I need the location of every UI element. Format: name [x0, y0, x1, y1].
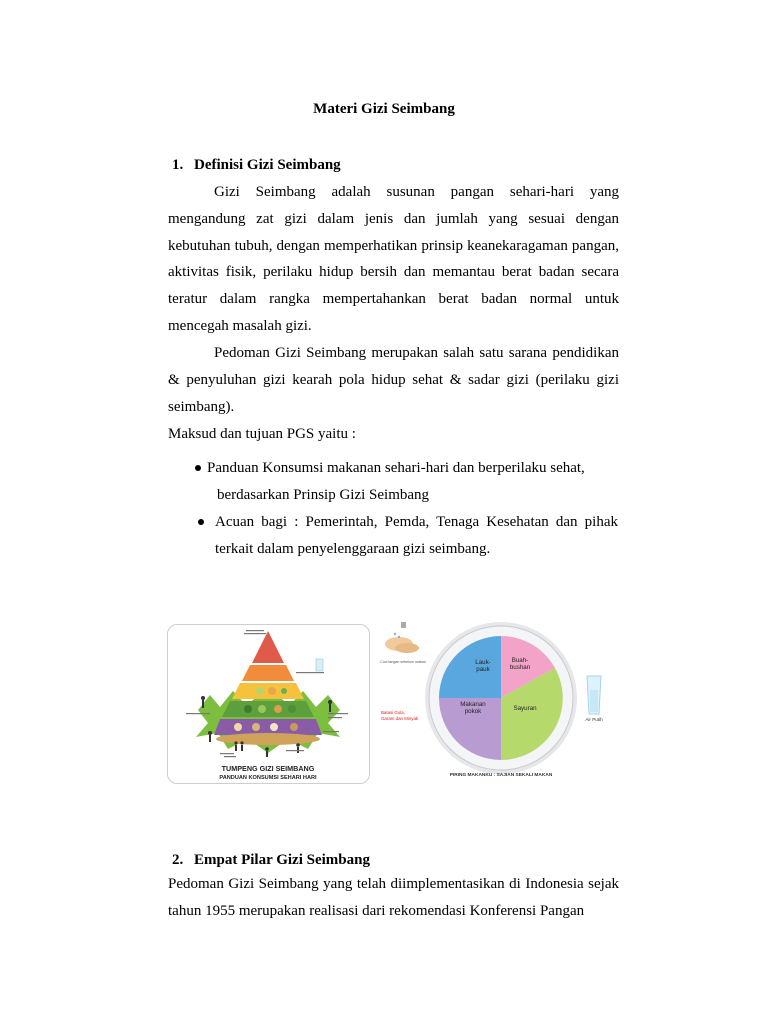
label-sayuran: Sayuran — [513, 705, 537, 712]
section-2-title: Empat Pilar Gizi Seimbang — [194, 852, 370, 868]
bullet-item — [198, 509, 618, 562]
section-2-heading — [172, 852, 370, 869]
tier-3-icon — [222, 701, 314, 717]
label-makanan-pokok: Makanan pokok — [460, 701, 486, 715]
purpose-intro: Maksud dan tujuan PGS yaitu : — [168, 426, 356, 442]
bullet-line-1: Panduan Konsumsi makanan sehari-hari dan berperilaku sehat, — [207, 460, 585, 476]
tumpeng-panel — [167, 624, 370, 784]
section-1-number: 1. — [172, 157, 184, 173]
section-2-number: 2. — [172, 852, 184, 868]
page-title: Materi Gizi Seimbang — [313, 101, 455, 117]
tumpeng-illustration — [168, 625, 369, 783]
tier-base-icon — [216, 733, 320, 745]
water-glass-icon — [316, 659, 323, 671]
tier-2-icon — [214, 719, 322, 735]
bullet-dot-icon — [195, 465, 201, 471]
tumpeng-title: TUMPENG GIZI SEIMBANG — [221, 764, 315, 773]
hand-washing-icon — [385, 622, 419, 653]
bullet-dot-icon — [198, 519, 204, 525]
section-1-heading — [172, 157, 341, 174]
bullet-line-2: berdasarkan Prinsip Gizi Seimbang — [217, 486, 430, 503]
pillars-paragraph: Pedoman Gizi Seimbang yang telah diimplementasikan di Indonesia sejak tahun 1955 merupakan realisasi dari rekomendasi Konferensi Pangan — [168, 876, 619, 919]
plate-caption: PIRING MAKANKU : SAJIAN SEKALI MAKAN — [449, 773, 553, 778]
section-1-title: Definisi Gizi Seimbang — [194, 157, 341, 173]
definition-paragraph: Gizi Seimbang adalah susunan pangan sehari-hari yang mengandung zat gizi dalam jenis dan jumlah yang sesuai dengan kebutuhan tubuh, dengan memperhatikan prinsip keanekaragaman pangan, aktivitas fisik, perilaku hidup bersih dan memantau berat badan secara teratur dalam rangka mempertahankan berat badan normal untuk mencegah masalah gizi. — [168, 184, 619, 334]
water-label: Air Putih — [585, 717, 603, 722]
bullet-item — [195, 455, 585, 508]
plate-segments — [439, 636, 563, 760]
nutrition-figure — [167, 620, 617, 786]
label-lauk-pauk: Lauk-pauk — [475, 659, 491, 673]
tumpeng-subtitle: PANDUAN KONSUMSI SEHARI HARI — [219, 775, 317, 781]
bullet-line-2: terkait dalam penyelenggaraan gizi seimbang. — [215, 540, 491, 557]
water-glass-icon — [587, 676, 601, 714]
tier-top-icon — [252, 631, 284, 663]
piring-makanku-illustration — [375, 620, 617, 786]
guideline-paragraph: Pedoman Gizi Seimbang merupakan salah satu sarana pendidikan & penyuluhan gizi kearah pola hidup sehat & sadar gizi (perilaku gizi seimbang). — [168, 345, 619, 415]
label-buah-buahan: Buah-bushan — [509, 657, 531, 671]
hand-washing-label: Cuci tangan sebelum makan — [380, 660, 426, 664]
bullet-line-1: Acuan bagi : Pemerintah, Pemda, Tenaga Kesehatan dan pihak — [215, 514, 618, 530]
limit-sugar-salt-oil-note: Batasi Gula, Garam dan Minyak — [381, 710, 419, 721]
tier-5-icon — [242, 665, 294, 681]
